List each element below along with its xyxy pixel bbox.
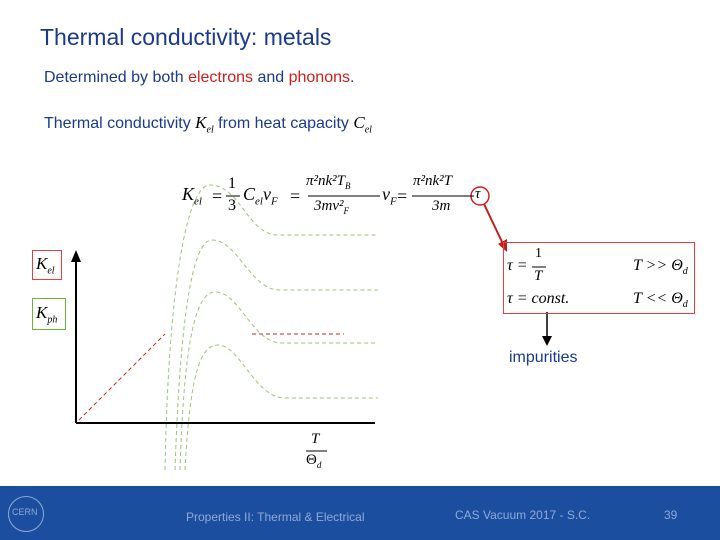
formula-eq1: = [212, 186, 223, 206]
frac2-num: $\pi^2nk^2T_B$ [306, 173, 351, 191]
formula-tau: τ [475, 186, 481, 202]
cern-logo-icon: CERN [8, 496, 44, 532]
kel-legend-box [32, 250, 62, 280]
curve-lower [185, 345, 378, 470]
formula-vp: $v_F$ [382, 184, 397, 208]
curve-top [165, 185, 378, 470]
tau-row1-num: 1 [535, 246, 542, 261]
impurities-arrow-head [542, 336, 552, 346]
page-title: Thermal conductivity: metals [40, 24, 332, 50]
tau-row1-cond: $T >> \Theta_d$ [633, 257, 688, 278]
frac1-num: 1 [228, 175, 236, 192]
kph-legend-label: $K_{ph}$ [36, 303, 58, 326]
and-text: and [253, 69, 289, 86]
formula-lhs: $K_{el}$ [182, 184, 202, 208]
impurities-label: impurities [509, 349, 578, 366]
intro-prefix: Determined by both [44, 69, 189, 86]
frac3-num: π²nk²T [413, 173, 453, 189]
electrons-text: electrons [188, 69, 253, 86]
footer-conference-text: CAS Vacuum 2017 - S.C. [455, 508, 591, 522]
kel-symbol: $K_{el}$ [195, 113, 214, 136]
formula-eq2: = [290, 186, 301, 206]
kel-legend-label: $K_{el}$ [36, 254, 55, 277]
curve-middle [180, 292, 378, 470]
frac3-den: 3m [432, 198, 451, 214]
phonons-text: phonons [288, 69, 350, 86]
tau-row1-den: T [534, 268, 543, 284]
low-temp-line [79, 334, 165, 420]
formula-cel-v: $C_{el}v_F$ [243, 184, 278, 208]
tau-row2-cond: $T << \Theta_d$ [633, 290, 688, 311]
kph-legend-box [32, 298, 66, 330]
tau-row1-lhs: τ = [507, 257, 528, 274]
frac1-den: 3 [228, 197, 236, 214]
y-axis-arrow [71, 250, 81, 262]
footer-bar [0, 486, 720, 540]
curve-upper [175, 240, 378, 470]
frac2-den: $3mv^2_F$ [314, 198, 349, 216]
conductivity-prefix: Thermal conductivity [44, 115, 196, 132]
tau-arrow-line [484, 204, 503, 244]
xaxis-den: $\Theta_d$ [306, 452, 322, 470]
footer-center-text: Properties II: Thermal & Electrical [186, 510, 365, 524]
tau-row2-lhs: τ = const. [507, 290, 570, 307]
period-text: . [349, 69, 355, 86]
cel-symbol: $C_{el}$ [353, 113, 372, 136]
formula-eq3: = [397, 186, 408, 206]
xaxis-num: T [311, 431, 320, 447]
conductivity-mid: from heat capacity [213, 115, 354, 132]
page-number: 39 [664, 508, 678, 522]
